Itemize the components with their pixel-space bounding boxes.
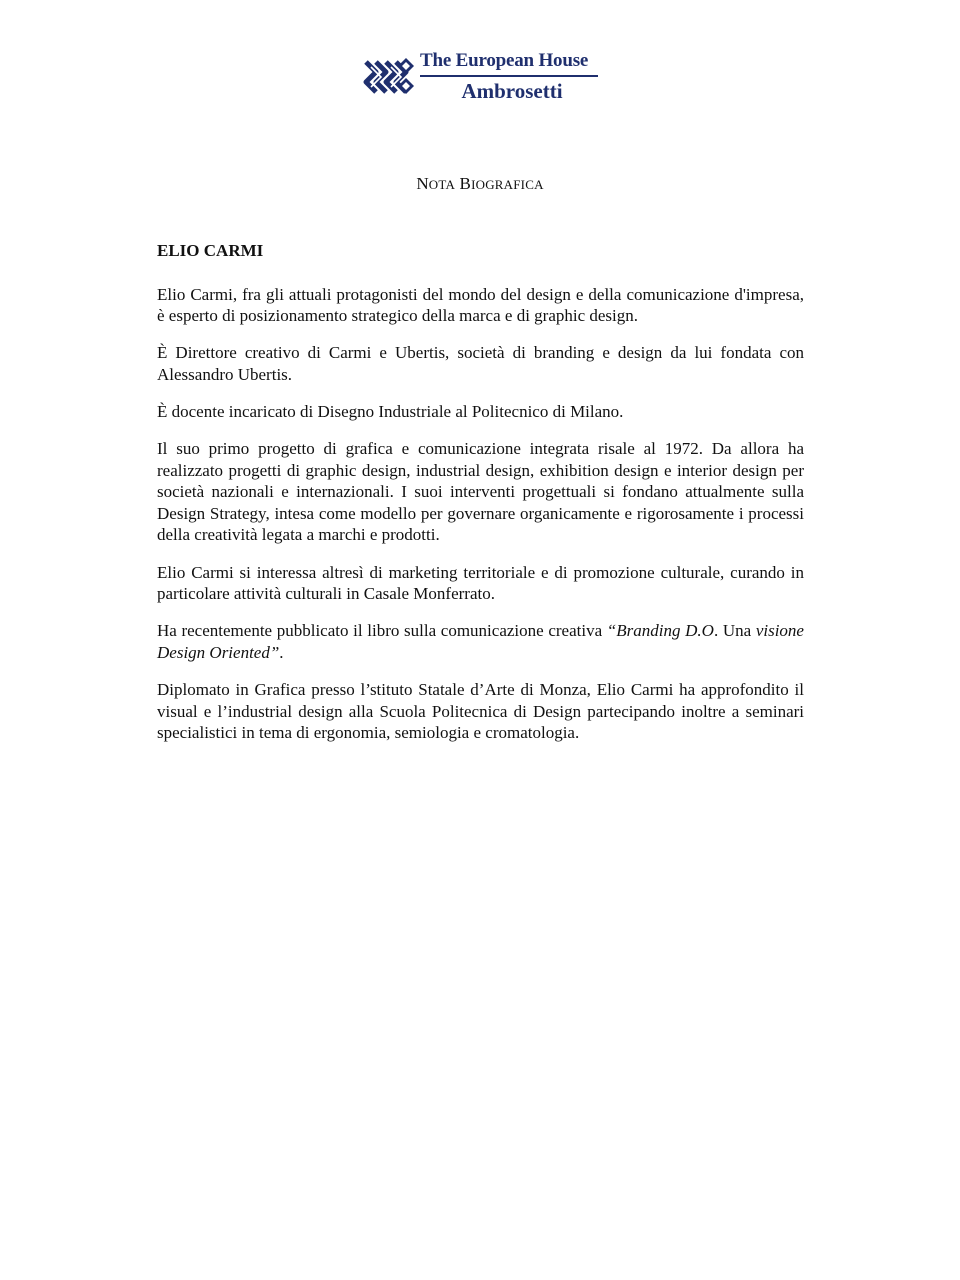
logo-line-2: Ambrosetti [461,78,563,103]
paragraph-book [157,620,804,663]
paragraph-interests: Elio Carmi si interessa altresì di marketing territoriale e di promozione culturale, curando in particolare attività culturali in Casale Monferrato. [157,562,804,604]
book-title-separator: . Una [713,621,756,641]
book-title-part-2: visione Design Oriented” [157,621,804,662]
heading-initial-n: N [416,174,429,193]
ambrosetti-logo-mark-icon [362,54,416,100]
book-lead-text: Ha recentemente pubblicato il libro sulla comunicazione creativa [157,621,607,641]
paragraph-career: Il suo primo progetto di grafica e comunicazione integrata risale al 1972. Da allora ha realizzato progetti di graphic design, industrial design, exhibition design e interior design per società nazionali e internazionali. I suoi interventi progettuali si fondano attualmente sulla Design Strategy, intesa come modello per governare organicamente e rigorosamente i processi della creatività legata a marchi e prodotti. [157,439,804,545]
document-heading [0,174,960,194]
paragraph-education: Diplomato in Grafica presso l’stituto Statale d’Arte di Monza, Elio Carmi ha approfondito il visual e l’industrial design alla Scuola Politecnica di Design partecipando inoltre a seminari specialistici in tema di ergonomia, semiologia e cromatologia. [157,679,804,743]
logo-divider [420,75,598,77]
document-body [157,240,804,759]
logo-line-1: The European House [420,50,589,71]
company-logo [362,50,602,106]
book-title-part-1: “Branding D.O [606,621,714,641]
book-tail: . [279,642,284,662]
paragraph-intro: Elio Carmi, fra gli attuali protagonisti del mondo del design e della comunicazione d'impresa, è esperto di posizionamento strategico della marca e di graphic design. [157,284,804,326]
paragraph-role: È Direttore creativo di Carmi e Ubertis, società di branding e design da lui fondata con Alessandro Ubertis. [157,343,804,384]
paragraph-teaching: È docente incaricato di Disegno Industriale al Politecnico di Milano. [157,401,624,421]
person-name: ELIO CARMI [157,241,264,260]
heading-word-1-rest: OTA [428,177,456,192]
heading-initial-b: B [459,174,472,193]
logo-wordmark [420,50,600,103]
heading-word-2-rest: IOGRAFICA [471,177,544,192]
